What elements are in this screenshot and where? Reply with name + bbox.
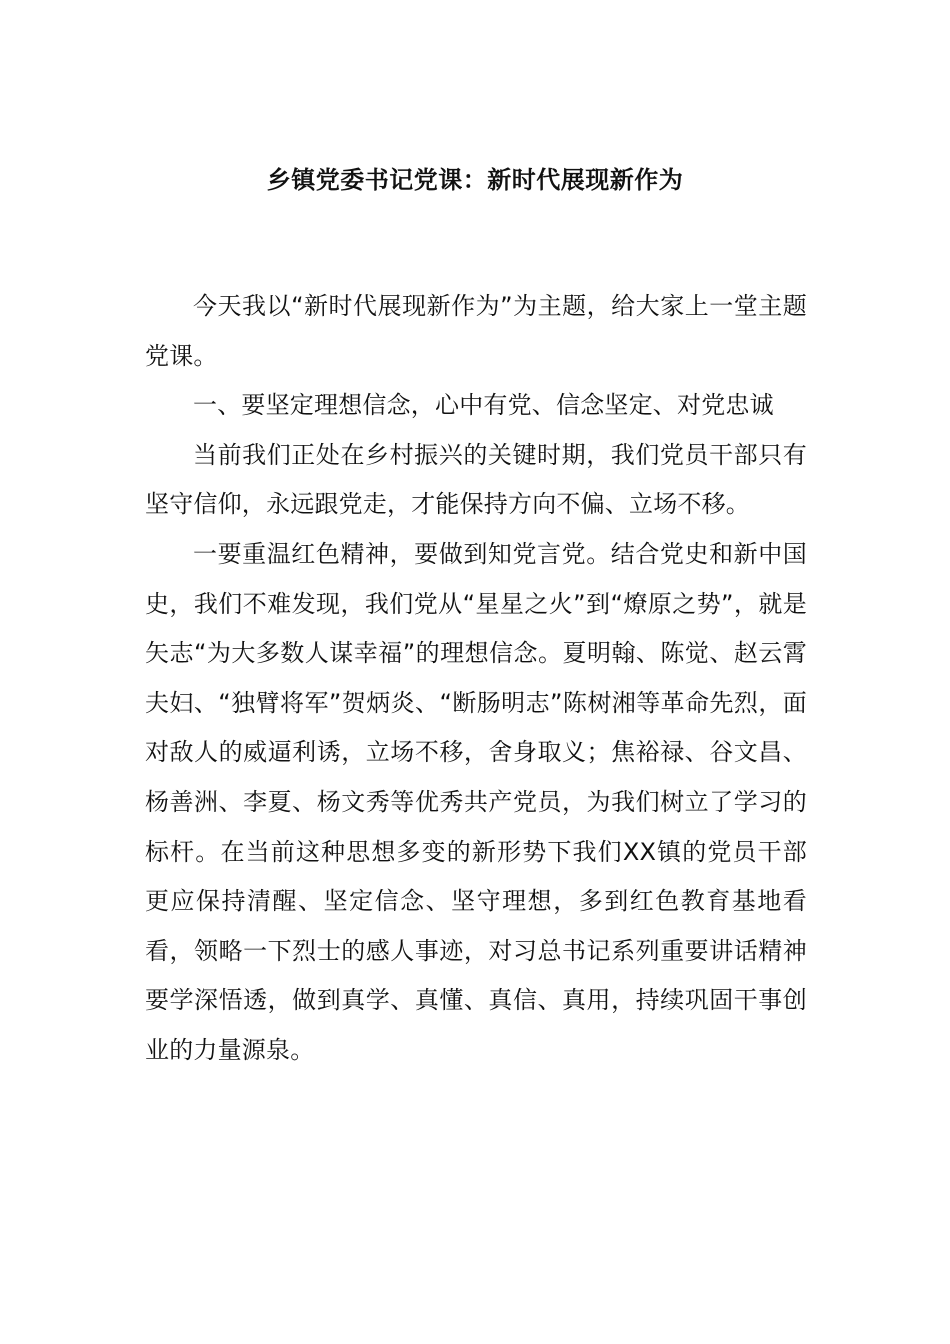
paragraph-intro: 今天我以“新时代展现新作为”为主题，给大家上一堂主题党课。 [145, 292, 807, 370]
paragraph-context: 当前我们正处在乡村振兴的关键时期，我们党员干部只有坚守信仰，永远跟党走，才能保持方向不偏、立场不移。 [145, 440, 807, 519]
paragraph-red-spirit: 一要重温红色精神，要做到知党言党。结合党史和新中国史，我们不难发现，我们党从“星星之火”到“燎原之势”，就是矢志“为大多数人谋幸福”的理想信念。夏明翰、陈觉、赵云霄夫妇、“独臂将军”贺炳炎、“断肠明志”陈树湘等革命先烈，面对敌人的威逼利诱，立场不移，舍身取义；焦裕禄、谷文昌、杨善洲、李夏、杨文秀等优秀共产党员，为我们树立了学习的标杆。在当前这种思想多变的新形势下我们XX镇的党员干部更应保持清醒、坚定信念、坚守理想，多到红色教育基地看看，领略一下烈士的感人事迹，对习总书记系列重要讲话精神要学深悟透，做到真学、真懂、真信、真用，持续巩固干事创业的力量源泉。 [145, 539, 807, 1064]
paragraph-section-heading: 一、要坚定理想信念，心中有党、信念坚定、对党忠诚 [193, 391, 774, 420]
document-title: 乡镇党委书记党课：新时代展现新作为 [266, 166, 684, 194]
document-body [145, 282, 807, 1076]
